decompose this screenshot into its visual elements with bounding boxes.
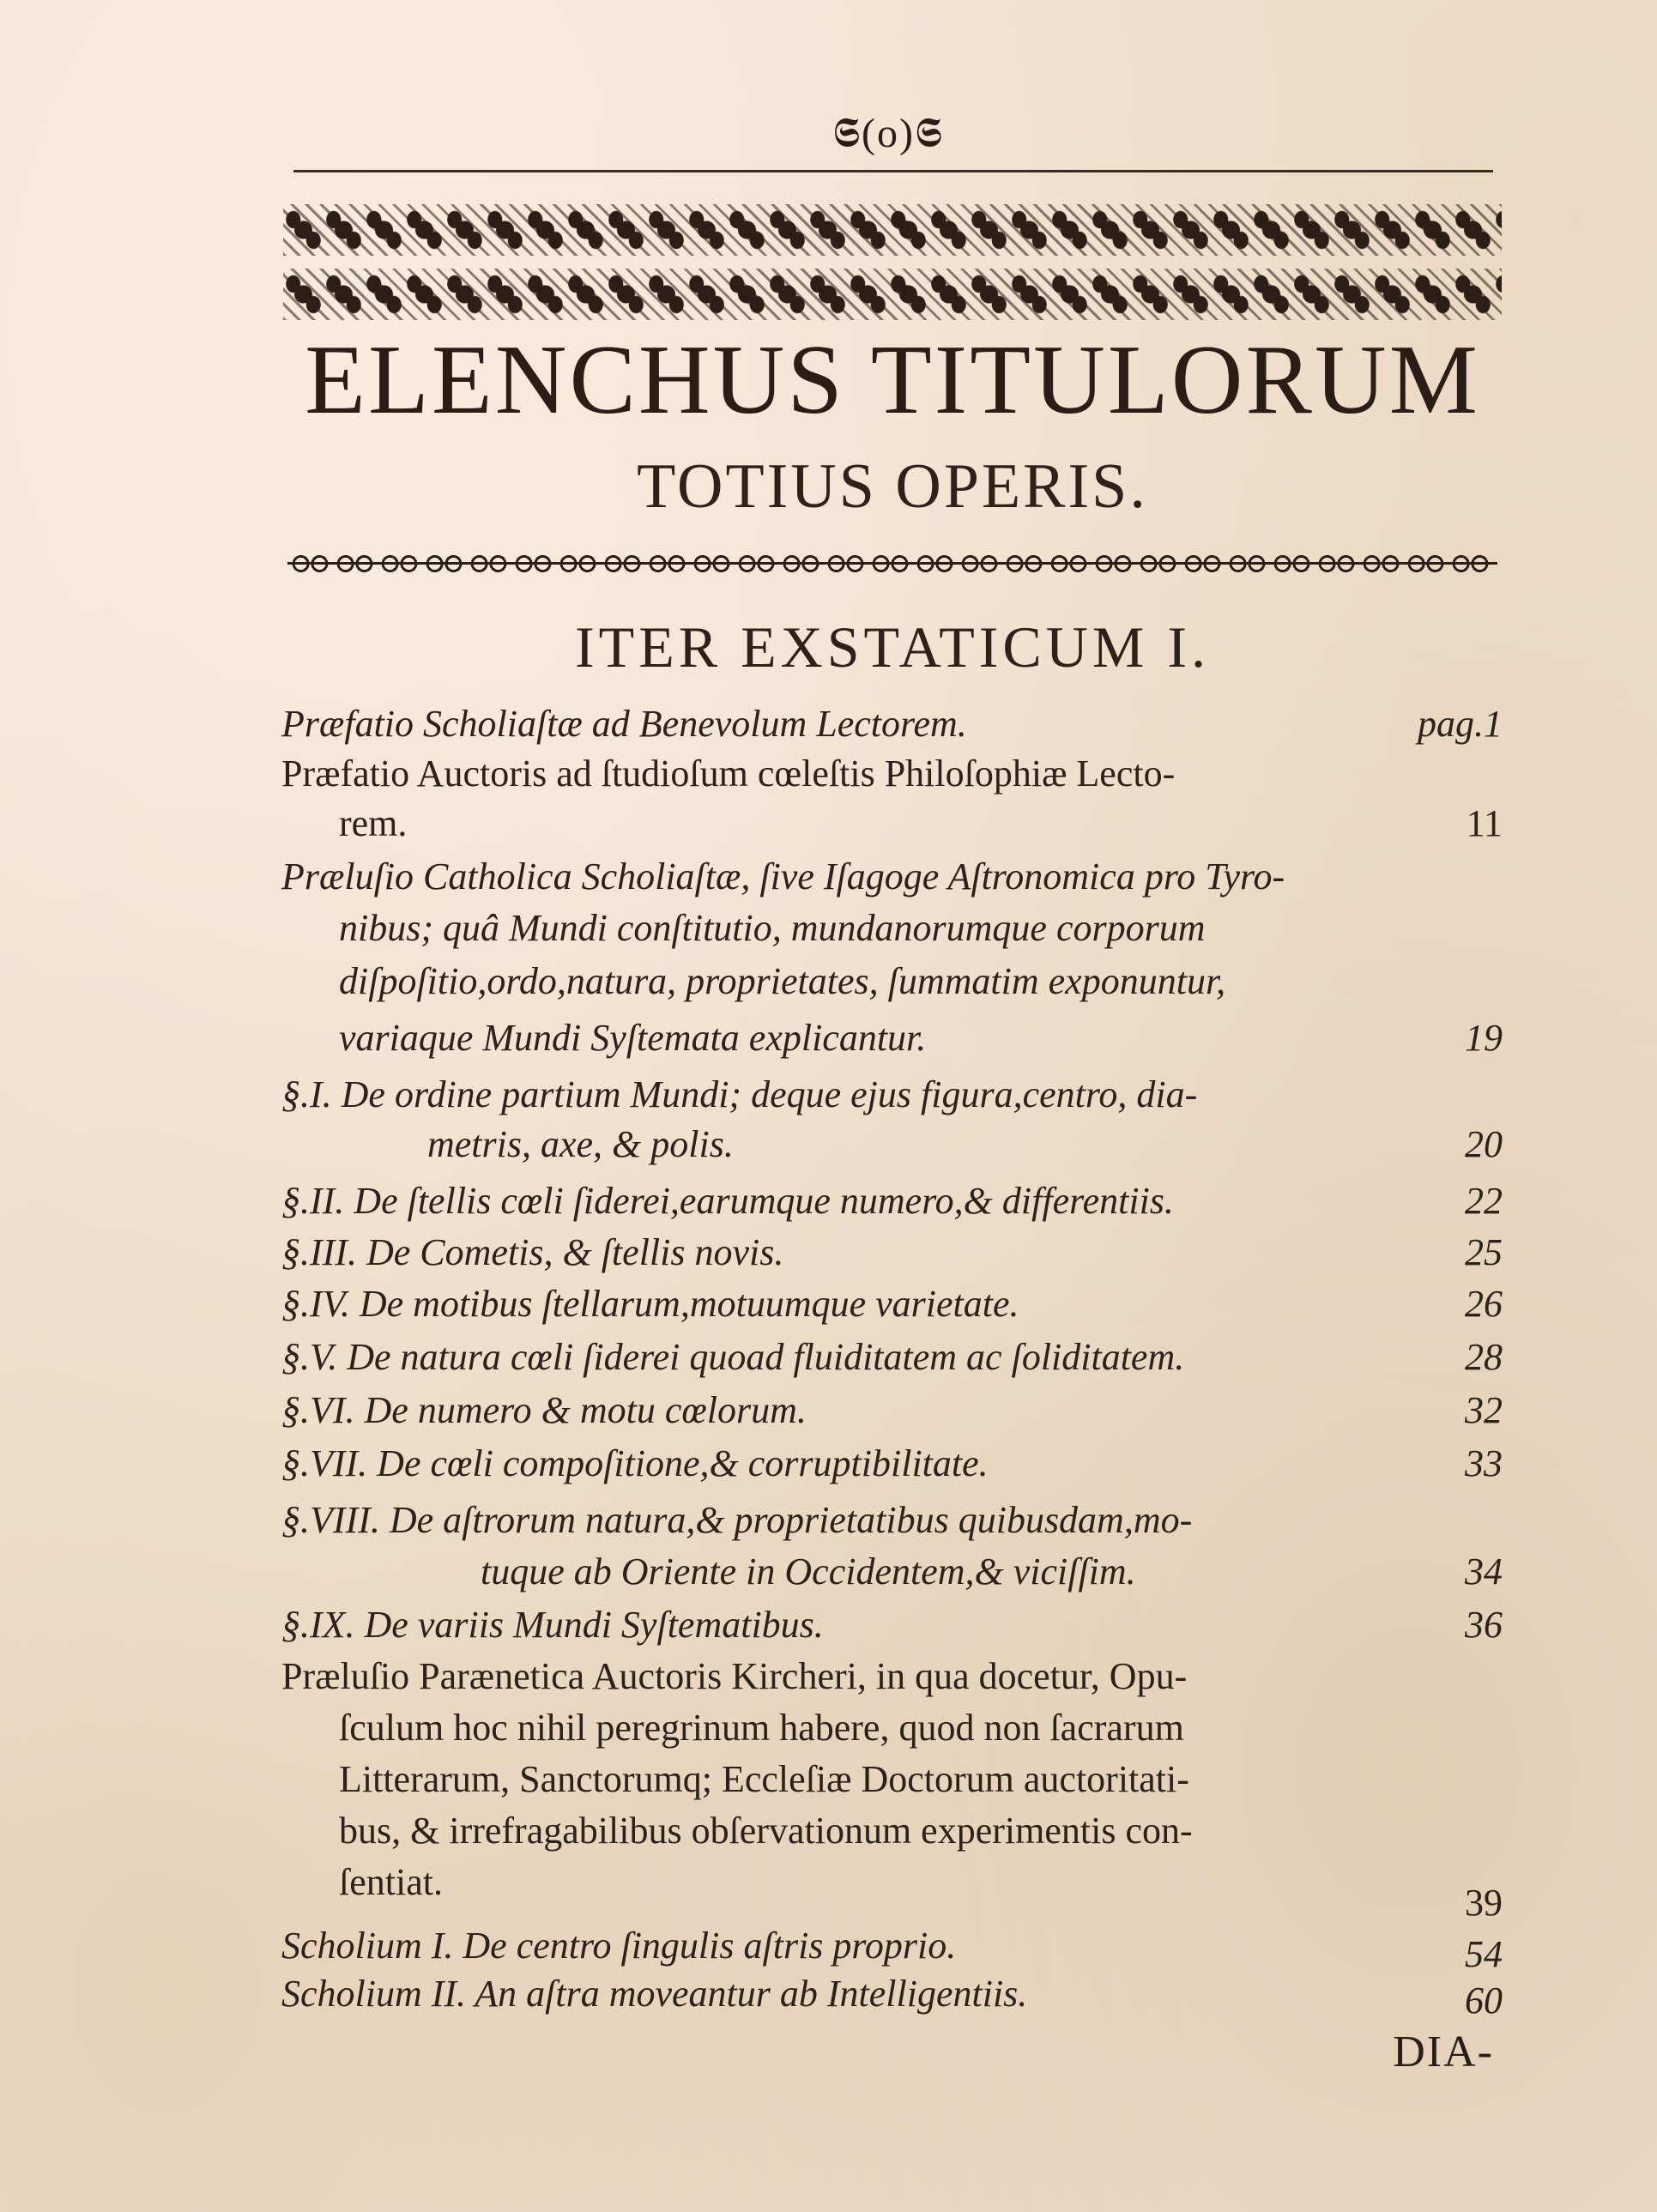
running-head-text: 𝕾(o)𝕾 — [832, 111, 944, 156]
toc-page-number: 11 — [1466, 802, 1503, 844]
toc-entry-text: Præfatio Auctoris ad ſtudioſum cœleſtis Philoſophiæ Lecto- — [281, 752, 1176, 795]
toc-page-number: pag.1 — [1418, 703, 1503, 745]
toc-entry-text: metris, axe, & polis. — [427, 1123, 734, 1165]
toc-page-number: 54 — [1465, 1933, 1503, 1975]
toc-page-number: 60 — [1465, 1979, 1503, 2022]
toc-entry-text: bus, & irrefragabilibus obſervationum experimentis con- — [339, 1810, 1193, 1852]
toc-entry-text: §.V. De natura cœli ſiderei quoad fluiditatem ac ſoliditatem. — [281, 1336, 1185, 1378]
toc-entry-text: §.II. De ſtellis cœli ſiderei,earumque numero,& differentiis. — [281, 1180, 1174, 1222]
toc-page-number: 33 — [1465, 1442, 1503, 1484]
toc-page-number: 26 — [1465, 1283, 1503, 1325]
toc-page-number: 39 — [1465, 1882, 1503, 1924]
toc-entry-text: §.IX. De variis Mundi Syſtematibus. — [281, 1604, 824, 1646]
toc-entry-text: variaque Mundi Syſtemata explicantur. — [339, 1017, 927, 1059]
toc-entry-text: §.IV. De motibus ſtellarum,motuumque varietate. — [281, 1283, 1019, 1325]
page-title: ELENCHUS TITULORUM — [305, 325, 1480, 435]
toc-entry-text: diſpoſitio,ordo,natura, proprietates, ſummatim exponuntur, — [339, 960, 1226, 1002]
toc-page-number: 32 — [1465, 1389, 1503, 1431]
toc-entry-text: Scholium I. De centro ſingulis aſtris proprio. — [281, 1925, 957, 1967]
toc-entry-text: rem. — [339, 802, 408, 844]
toc-entry-text: Præluſio Catholica Scholiaſtæ, ſive Iſagoge Aſtronomica pro Tyro- — [281, 855, 1285, 897]
toc-page-number: 34 — [1465, 1550, 1503, 1593]
toc-entry-text: Præluſio Parænetica Auctoris Kircheri, in qua docetur, Opu- — [281, 1655, 1188, 1697]
toc-page-number: 20 — [1465, 1123, 1503, 1165]
toc-entry-text: §.VII. De cœli compoſitione,& corruptibilitate. — [281, 1442, 989, 1484]
toc-page-number: 22 — [1465, 1180, 1503, 1222]
toc-page-number: 28 — [1465, 1336, 1503, 1378]
toc-page-number: 25 — [1465, 1231, 1503, 1273]
catchword: DIA- — [1393, 2028, 1494, 2076]
toc-entry-text: Litterarum, Sanctorumq; Eccleſiæ Doctorum auctoritati- — [339, 1758, 1189, 1800]
page-subtitle: TOTIUS OPERIS. — [637, 451, 1148, 522]
toc-entry-text: ſculum hoc nihil peregrinum habere, quod non ſacrarum — [339, 1707, 1184, 1749]
toc-entry-text: tuque ab Oriente in Occidentem,& viciſſim. — [481, 1550, 1136, 1593]
toc-entry-text: §.VIII. De aſtrorum natura,& proprietatibus quibusdam,mo- — [281, 1499, 1193, 1541]
toc-entry-text: §.VI. De numero & motu cœlorum. — [281, 1389, 807, 1431]
section-heading: ITER EXSTATICUM I. — [575, 614, 1210, 680]
toc-entry-text: §.III. De Cometis, & ſtellis novis. — [281, 1231, 784, 1273]
toc-entry-text: Præfatio Scholiaſtæ ad Benevolum Lectorem. — [281, 703, 967, 745]
toc-entry-text: nibus; quâ Mundi conſtitutio, mundanorumque corporum — [339, 907, 1206, 949]
toc-entry-text: §.I. De ordine partium Mundi; deque ejus figura,centro, dia- — [281, 1073, 1198, 1115]
toc-page-number: 19 — [1465, 1017, 1503, 1059]
toc-entry-text: ſentiat. — [339, 1861, 443, 1903]
toc-entry-text: Scholium II. An aſtra moveantur ab Intelligentiis. — [281, 1973, 1028, 2015]
toc-page-number: 36 — [1465, 1604, 1503, 1646]
